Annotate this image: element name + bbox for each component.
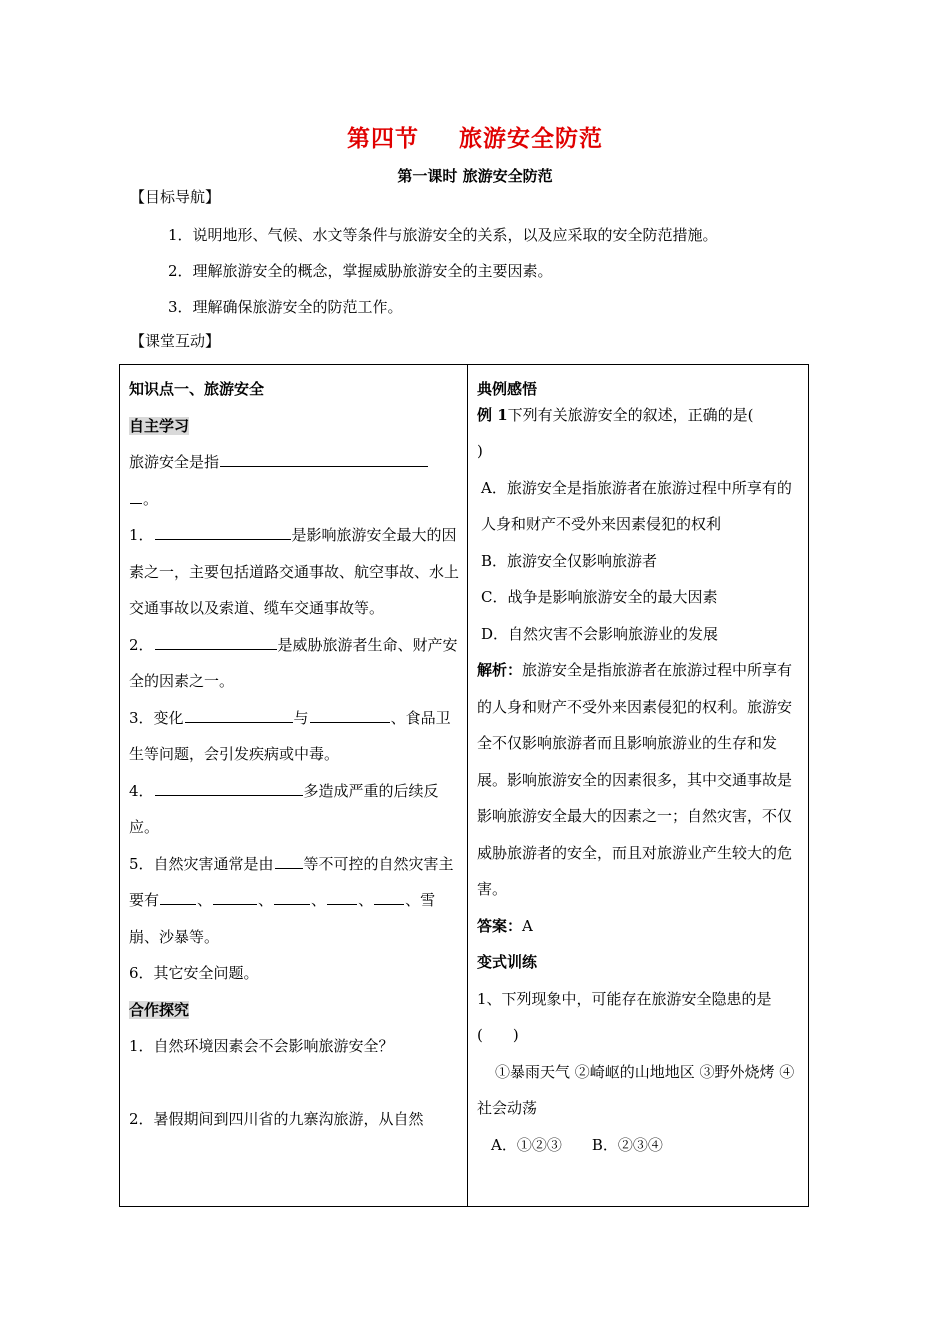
item-6: 6．其它安全问题。	[129, 964, 259, 982]
example-option-d: D．自然灾害不会影响旅游业的发展	[481, 624, 719, 643]
definition-line: 旅游安全是指	[129, 444, 459, 481]
item-3-blank-b[interactable]	[310, 704, 390, 723]
item-2-blank[interactable]	[155, 631, 277, 650]
item-5-blank-cause[interactable]	[275, 850, 303, 869]
definition-line-2: 。	[129, 481, 459, 518]
item-3-blank-a[interactable]	[185, 704, 293, 723]
coop-label: 合作探究	[129, 1000, 190, 1019]
title-topic: 旅游安全防范	[459, 125, 603, 152]
item-5-blank-3[interactable]	[274, 886, 310, 905]
example-option-b: B．旅游安全仅影响旅游者	[481, 551, 658, 570]
goal-item-2: 2．理解旅游安全的概念，掌握威胁旅游安全的主要因素。	[168, 262, 553, 280]
item-4-blank[interactable]	[155, 777, 303, 796]
goal-item-3: 3．理解确保旅游安全的防范工作。	[168, 298, 403, 316]
goals-label: 【目标导航】	[130, 188, 221, 206]
item-1-blank[interactable]	[155, 521, 291, 540]
answer: 答案：A	[477, 916, 533, 935]
right-column	[468, 365, 809, 1207]
definition-blank-2[interactable]	[130, 485, 142, 504]
title-section: 第四节	[347, 125, 419, 152]
item-5-blank-4[interactable]	[327, 886, 357, 905]
variant-question: 1、下列现象中，可能存在旅游安全隐患的是( )	[477, 989, 772, 1044]
variant-options: A．①②③ B．②③④	[491, 1135, 663, 1154]
example-heading: 典例感悟	[477, 380, 538, 398]
knowledge-heading: 知识点一、旅游安全	[129, 380, 265, 398]
coop-question-2: 2．暑假期间到四川省的九寨沟旅游，从自然	[129, 1109, 424, 1128]
classroom-label: 【课堂互动】	[130, 332, 221, 350]
item-2: 2． 是威胁旅游者生命、财产安全的因素之一。	[129, 627, 459, 700]
definition-blank[interactable]	[220, 448, 428, 467]
example-option-c: C．战争是影响旅游安全的最大因素	[481, 588, 718, 606]
example-question: 例 1下列有关旅游安全的叙述，正确的是( )	[477, 405, 754, 460]
item-5-blank-2[interactable]	[213, 886, 257, 905]
left-column	[120, 365, 468, 1207]
self-study-label: 自主学习	[129, 416, 190, 435]
coop-question-1: 1．自然环境因素会不会影响旅游安全？	[129, 1037, 394, 1055]
interaction-table	[119, 364, 809, 1207]
lesson-subtitle: 第一课时 旅游安全防范	[397, 167, 553, 185]
section-title	[0, 120, 950, 153]
goal-item-1: 1．说明地形、气候、水文等条件与旅游安全的关系，以及应采取的安全防范措施。	[168, 226, 718, 244]
item-5-blank-1[interactable]	[160, 886, 196, 905]
analysis: 解析：旅游安全是指旅游者在旅游过程中所享有的人身和财产不受外来因素侵犯的权利。旅游安全不仅影响旅游者而且影响旅游业的生存和发展。影响旅游安全的因素很多，其中交通事故是影响旅游安全最大的因素之一；自然灾害，不仅威胁旅游者的安全，而且对旅游业产生较大的危害。	[477, 661, 793, 898]
variant-heading: 变式训练	[477, 953, 538, 971]
item-5: 5．自然灾害通常是由 等不可控的自然灾害主要有 、 、 、 、 、雪崩、沙暴等。	[129, 846, 459, 956]
item-1: 1． 是影响旅游安全最大的因素之一，主要包括道路交通事故、航空事故、水上交通事故以及索道、缆车交通事故等。	[129, 517, 459, 627]
item-3: 3．变化 与 、食品卫生等问题，会引发疾病或中毒。	[129, 700, 459, 773]
answer-space[interactable]	[129, 1065, 459, 1101]
example-option-a: A．旅游安全是指旅游者在旅游过程中所享有的人身和财产不受外来因素侵犯的权利	[481, 478, 792, 533]
item-4: 4． 多造成严重的后续反应。	[129, 773, 459, 846]
variant-items: ①暴雨天气 ②崎岖的山地地区 ③野外烧烤 ④社会动荡	[477, 1062, 795, 1117]
item-5-blank-5[interactable]	[374, 886, 404, 905]
